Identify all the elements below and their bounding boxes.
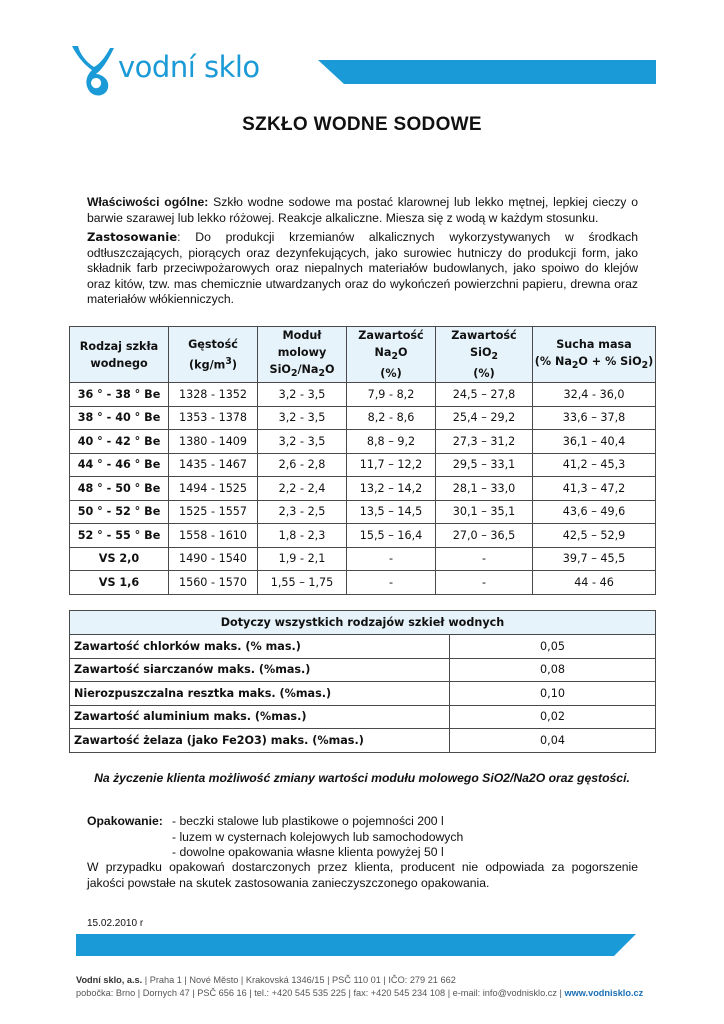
packaging-paragraph: W przypadku opakowań dostarczonych przez klienta, producent nie odpowiada za pogorszenie jakości powstałe na skutek zastosowania zanieczyszczonego opakowania. (87, 860, 638, 890)
table-cell: - (347, 547, 436, 571)
table-cell: 1380 - 1409 (169, 430, 258, 454)
col-header-na2o: Zawartość $Na_2O$ (%) (347, 327, 436, 383)
common-table-header: Dotyczy wszystkich rodzajów szkieł wodnych (70, 611, 656, 635)
table-cell: 1525 - 1557 (169, 500, 258, 524)
table-cell: 44 - 46 (533, 571, 656, 595)
footer-address: | Praha 1 | Nové Město | Krakovská 1346/15 | PSČ 110 01 | IČO: 279 21 662 (142, 975, 456, 985)
table-cell: 15,5 – 16,4 (347, 524, 436, 548)
col-header-density: Gęstość $(kg/m^3)$ (169, 327, 258, 383)
table-cell: 0,08 (450, 658, 656, 682)
table-cell: 1558 - 1610 (169, 524, 258, 548)
table-cell: 3,2 - 3,5 (258, 406, 347, 430)
table-cell: 13,5 – 14,5 (347, 500, 436, 524)
table-cell: 11,7 – 12,2 (347, 453, 436, 477)
table-cell: 13,2 – 14,2 (347, 477, 436, 501)
usage-text: : Do produkcji krzemianów alkalicznych wykorzystywanych w środkach odtłuszczających, piorących oraz dezynfekujących, jako surowiec hutniczy do produkcji form, jako składnik farb przeciwpożarowych oraz niepalnych materiałów budowlanych, jako spoiwo do klejów oraz kitów, tzw. mas chemicznie utwardzanych oraz do wykończeń powierzchni papieru, drewna oraz materiałów włókienniczych. (87, 230, 638, 307)
header-stripe (318, 60, 656, 84)
table-cell: 50 ° - 52 ° Be (70, 500, 169, 524)
table-cell: Zawartość żelaza (jako Fe2O3) maks. (%mas.) (70, 729, 450, 753)
table-cell: - (347, 571, 436, 595)
table-cell: 8,8 – 9,2 (347, 430, 436, 454)
table-cell: 24,5 – 27,8 (436, 383, 533, 407)
table-row (70, 729, 656, 753)
table-cell: 2,6 - 2,8 (258, 453, 347, 477)
table-cell: 43,6 – 49,6 (533, 500, 656, 524)
table-cell: 52 ° - 55 ° Be (70, 524, 169, 548)
table-cell: 3,2 - 3,5 (258, 383, 347, 407)
usage-paragraph (87, 230, 638, 308)
table-cell: 33,6 – 37,8 (533, 406, 656, 430)
table-row (70, 406, 656, 430)
table-cell: 0,10 (450, 682, 656, 706)
properties-text: Szkło wodne sodowe ma postać klarownej lub lekko mętnej, lepkiej cieczy o barwie szarawej lub lekko różowej. Reakcje alkaliczne. Miesza się z wodą w każdym stosunku. (87, 195, 638, 225)
table-cell: 1494 - 1525 (169, 477, 258, 501)
footer-line-1 (76, 975, 456, 985)
table-cell: 1353 - 1378 (169, 406, 258, 430)
table-cell: VS 1,6 (70, 571, 169, 595)
footer-website-link[interactable]: www.vodnisklo.cz (564, 988, 644, 998)
col-header-type: Rodzaj szkła wodnego (70, 327, 169, 383)
table-cell: 28,1 – 33,0 (436, 477, 533, 501)
table-cell: 0,02 (450, 705, 656, 729)
table-cell: 25,4 – 29,2 (436, 406, 533, 430)
table-cell: 39,7 – 45,5 (533, 547, 656, 571)
table-cell: 44 ° - 46 ° Be (70, 453, 169, 477)
properties-table (69, 326, 656, 595)
table-cell: - (436, 571, 533, 595)
table-cell: - (436, 547, 533, 571)
table-cell: 3,2 - 3,5 (258, 430, 347, 454)
table-row (70, 453, 656, 477)
col-header-modulus: Moduł molowy $SiO_2/Na_2O$ (258, 327, 347, 383)
table-cell: Zawartość siarczanów maks. (%mas.) (70, 658, 450, 682)
table-cell: 7,9 - 8,2 (347, 383, 436, 407)
footer-stripe (76, 934, 636, 956)
table-cell: 27,0 – 36,5 (436, 524, 533, 548)
table-row (70, 635, 656, 659)
table-row (70, 682, 656, 706)
page-title: SZKŁO WODNE SODOWE (242, 114, 482, 135)
table-cell: 32,4 - 36,0 (533, 383, 656, 407)
footer-contact: pobočka: Brno | Dornych 47 | PSČ 656 16 | tel.: +420 545 535 225 | fax: +420 545 234 108 | e-mail: info@vodnisklo.cz | (76, 988, 565, 998)
table-cell: 29,5 – 33,1 (436, 453, 533, 477)
table-cell: 1435 - 1467 (169, 453, 258, 477)
table-cell: 36 ° - 38 ° Be (70, 383, 169, 407)
table-cell: 1,8 - 2,3 (258, 524, 347, 548)
table-cell: 41,3 – 47,2 (533, 477, 656, 501)
table-cell: 1560 - 1570 (169, 571, 258, 595)
table-row (70, 383, 656, 407)
table-cell: 1,9 - 2,1 (258, 547, 347, 571)
col-header-dry-mass: Sucha masa (% $Na_2O$ + % SiO$_2$) (533, 327, 656, 383)
common-properties-table (69, 610, 656, 753)
table-row (70, 500, 656, 524)
brand-name: vodní sklo (118, 50, 260, 84)
table-cell: 38 ° - 40 ° Be (70, 406, 169, 430)
table-row (70, 477, 656, 501)
table-row (70, 524, 656, 548)
packaging-label: Opakowanie: (87, 814, 163, 828)
packaging-line: - beczki stalowe lub plastikowe o pojemności 200 l (172, 814, 444, 828)
properties-label: Właściwości ogólne: (87, 195, 209, 209)
custom-order-note: Na życzenie klienta możliwość zmiany wartości modułu molowego SiO2/Na2O oraz gęstości. (94, 771, 630, 785)
table-cell: Zawartość aluminium maks. (%mas.) (70, 705, 450, 729)
table-cell: Nierozpuszczalna resztka maks. (%mas.) (70, 682, 450, 706)
table-cell: 36,1 – 40,4 (533, 430, 656, 454)
properties-paragraph (87, 195, 638, 226)
table-cell: 2,2 - 2,4 (258, 477, 347, 501)
table-cell: 8,2 - 8,6 (347, 406, 436, 430)
table-row (70, 705, 656, 729)
table-cell: 41,2 – 45,3 (533, 453, 656, 477)
document-date: 15.02.2010 r (87, 918, 144, 929)
table-cell: Zawartość chlorków maks. (% mas.) (70, 635, 450, 659)
packaging-line: - dowolne opakowania własne klienta powyżej 50 l (172, 845, 444, 860)
footer-company: Vodní sklo, a.s. (76, 975, 143, 985)
table-row (70, 571, 656, 595)
table-cell: 48 ° - 50 ° Be (70, 477, 169, 501)
table-row (70, 547, 656, 571)
col-header-sio2: Zawartość SiO$_2$ (%) (436, 327, 533, 383)
table-cell: 1490 - 1540 (169, 547, 258, 571)
usage-label: Zastosowanie (87, 230, 178, 244)
footer-line-2 (76, 988, 643, 998)
table-cell: VS 2,0 (70, 547, 169, 571)
table-cell: 40 ° - 42 ° Be (70, 430, 169, 454)
packaging-block (87, 814, 463, 861)
table-cell: 2,3 - 2,5 (258, 500, 347, 524)
table-cell: 27,3 – 31,2 (436, 430, 533, 454)
table-cell: 0,05 (450, 635, 656, 659)
table-row (70, 658, 656, 682)
table-cell: 1328 - 1352 (169, 383, 258, 407)
table-cell: 30,1 – 35,1 (436, 500, 533, 524)
table-cell: 0,04 (450, 729, 656, 753)
table-cell: 42,5 – 52,9 (533, 524, 656, 548)
table-cell: 1,55 – 1,75 (258, 571, 347, 595)
packaging-line: - luzem w cysternach kolejowych lub samochodowych (172, 829, 464, 844)
table-row (70, 430, 656, 454)
